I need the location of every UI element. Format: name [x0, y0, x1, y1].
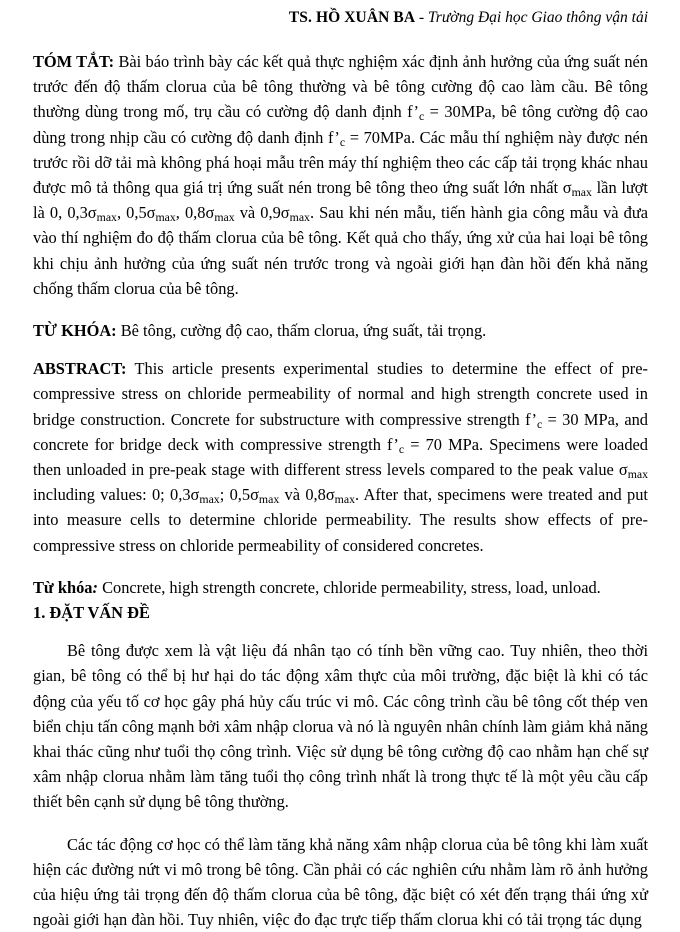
fc-notation-4: $’_c$	[393, 434, 405, 456]
abstract-vi-text-8: . Sau khi nén mẫu, tiến hành gia công mẫu và đưa vào thí nghiệm đo độ thấm clorua của bê tông. Kết quả cho thấy, ứng xử của hai loại bê tông khi chịu ảnh hưởng của ứng suất nén trước trong và ngoài giới hạn đàn hồi đến khả năng chống thấm clorua của bê tông.	[33, 203, 648, 298]
keywords-english-text: Concrete, high strength concrete, chloride permeability, stress, load, unload.	[97, 577, 601, 597]
section-1-paragraph-1: Bê tông được xem là vật liệu đá nhân tạo có tính bền vững cao. Tuy nhiên, theo thời gian, bê tông có thể bị hư hại do tác động xâm thực của môi trường, đặc biệt là khi có tác động của yếu tố cơ học gây phá hủy cấu trúc vi mô. Các công trình cầu bê tông cốt thép ven biển chịu tấn công mạnh bởi xâm nhập clorua và nó là nguyên nhân chính làm giảm khả năng khai thác cũng như tuổi thọ công trình. Việc sử dụng bê tông cường độ cao nhằm hạn chế sự xâm nhập clorua nhằm làm tăng tuổi thọ công trình nhất là trong thực tế là một yêu cầu cấp thiết bên cạnh sử dụng bê tông thường.	[33, 641, 648, 812]
abstract-en-text-1: This article presents experimental studies to determine the effect of pre-compressive stress on chloride permeability of normal and high strength concrete used in bridge construction. Concrete for substructure with compressive strength f	[33, 359, 648, 429]
keywords-vietnamese-label: TỪ KHÓA:	[33, 320, 117, 340]
fc-subscript-4: c	[398, 441, 405, 456]
abstract-vietnamese-label: TÓM TẮT:	[33, 51, 115, 71]
abstract-en-text-4: including values: 0; 0,3σ	[33, 485, 200, 505]
sigma-subscript-6: max	[627, 466, 648, 481]
fc-notation-1: $’_c$	[413, 102, 425, 124]
fc-notation-2: $’_c$	[334, 127, 346, 149]
abstract-vi-text-7: và 0,9σ	[234, 203, 290, 223]
sigma-subscript-8: max	[258, 492, 280, 507]
abstract-en-text-6: và 0,8σ	[279, 485, 335, 505]
header-separator: -	[415, 9, 429, 26]
sigma-subscript-3: max	[155, 210, 176, 225]
sigma-subscript-5: max	[289, 210, 310, 225]
sigma-subscript-7: max	[199, 492, 220, 507]
header-author: TS. HỒ XUÂN BA	[288, 9, 416, 26]
keywords-vietnamese	[33, 318, 648, 343]
fc-notation-3: $’_c$	[531, 409, 543, 431]
abstract-vi-text-4: lần lượt là 0, 0,3σ	[33, 177, 648, 223]
abstract-vi-text-5: , 0,5σ	[116, 203, 156, 223]
keywords-vietnamese-text: Bê tông, cường độ cao, thấm clorua, ứng suất, tải trọng.	[116, 320, 487, 340]
abstract-english	[33, 356, 648, 558]
sigma-subscript-1: max	[571, 184, 592, 199]
keywords-english	[33, 575, 648, 600]
abstract-en-text-3: = 70 MPa. Specimens were loaded then unloaded in pre-peak stage with different stress levels compared to the peak value σ	[33, 434, 648, 479]
abstract-english-label: ABSTRACT:	[33, 359, 127, 379]
sigma-subscript-4: max	[214, 210, 235, 225]
abstract-vi-text-3: = 70MPa. Các mẫu thí nghiệm này được nén trước rồi dỡ tải mà không phá hoại mẫu trên máy thí nghiệm theo các cấp tải trọng khác nhau được mô tả thông qua giá trị ứng suất nén trong bê tông theo ứng suất lớn nhất σ	[33, 127, 648, 197]
fc-subscript-3: c	[536, 416, 543, 431]
abstract-en-text-5: ; 0,5σ	[219, 485, 259, 505]
sigma-subscript-9: max	[334, 492, 355, 507]
abstract-en-text-7: . After that, specimens were treated and put into measure cells to determine chloride permeability. The results show effects of pre-compressive stress on chloride permeability of considered concretes.	[33, 485, 648, 555]
abstract-en-text-2: = 30 MPa, and concrete for bridge deck with compressive strength f	[33, 409, 648, 454]
abstract-vi-text-6: , 0,8σ	[175, 203, 215, 223]
fc-subscript-2: c	[339, 134, 346, 149]
abstract-vi-text-2: = 30MPa, bê tông cường độ cao dùng trong nhịp cầu có cường độ danh định f	[33, 102, 648, 147]
section-1-heading: 1. ĐẶT VẤN ĐỀ	[33, 602, 150, 622]
sigma-subscript-2: max	[96, 210, 117, 225]
abstract-vietnamese	[33, 49, 648, 301]
abstract-vi-text-1: Bài báo trình bày các kết quả thực nghiệm xác định ảnh hưởng của ứng suất nén trước đến độ thấm clorua của bê tông thường và bê tông cường độ cao làm cầu. Bê tông thường dùng trong mố, trụ cầu có cường độ danh định f	[33, 51, 648, 122]
keywords-english-label: Từ khóa	[33, 577, 93, 597]
fc-subscript-1: c	[418, 109, 425, 124]
section-1-paragraph-2: Các tác động cơ học có thể làm tăng khả năng xâm nhập clorua của bê tông khi làm xuất hiện các đường nứt vi mô trong bê tông. Cần phải có các nghiên cứu nhằm làm rõ ảnh hưởng của hiệu ứng tải trọng đến độ thấm clorua của bê tông, đặc biệt có xét đến trạng thái ứng xử ngoài giới hạn đàn hồi. Tuy nhiên, việc đo đạc trực tiếp thấm clorua khi có tải trọng tác dụng	[33, 834, 648, 930]
header-affiliation: Trường Đại học Giao thông vận tải	[428, 9, 648, 26]
keywords-english-colon: :	[92, 577, 98, 597]
running-header	[33, 8, 648, 29]
